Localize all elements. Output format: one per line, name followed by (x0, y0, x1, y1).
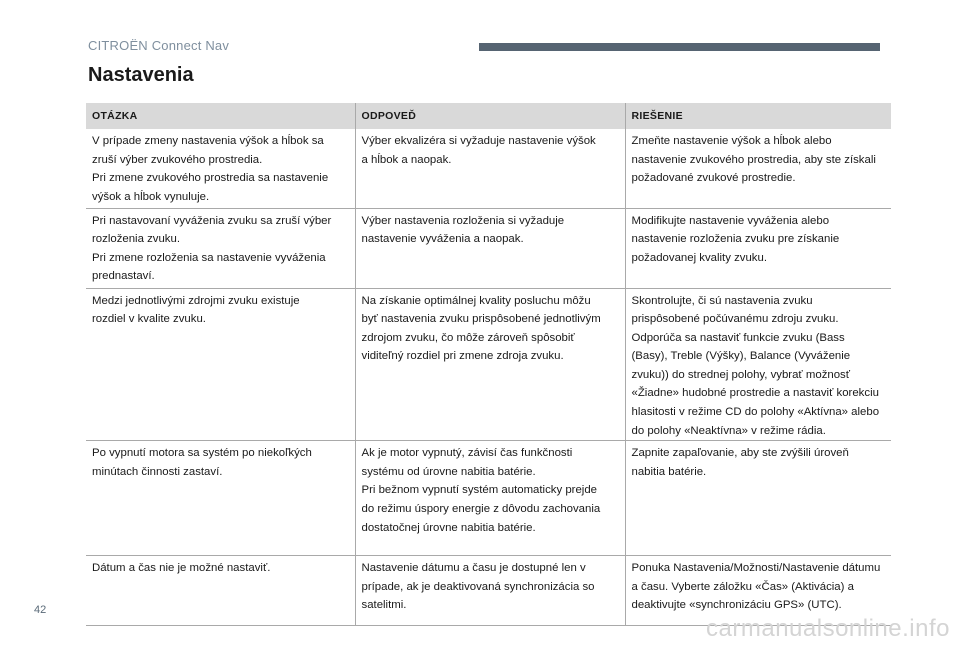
page-title: Nastavenia (88, 64, 194, 86)
answer-cell: Výber nastavenia rozloženia si vyžaduje nastavenie vyváženia a naopak. (355, 208, 625, 288)
solution-cell: Ponuka Nastavenia/Možnosti/Nastavenie dátumu a času. Vyberte záložku «Čas» (Aktivácia) a deaktivujte «synchronizáciu GPS» (UTC). (625, 556, 891, 626)
table-row (86, 288, 891, 441)
column-header-solution: RIEŠENIE (625, 103, 891, 129)
question-cell: V prípade zmeny nastavenia výšok a hĺbok sa zruší výber zvukového prostredia. Pri zmene zvukového prostredia sa nastavenie výšok a hĺbok vynuluje. (86, 129, 355, 208)
table-header-row (86, 103, 891, 129)
header-bar (479, 43, 880, 51)
answer-cell: Nastavenie dátumu a času je dostupné len v prípade, ak je deaktivovaná synchronizácia so satelitmi. (355, 556, 625, 626)
answer-cell: Ak je motor vypnutý, závisí čas funkčnosti systému od úrovne nabitia batérie. Pri bežnom vypnutí systém automaticky prejde do režimu úspory energie z dôvodu zachovania dostatočnej úrovne nabitia batérie. (355, 441, 625, 556)
table-row (86, 441, 891, 556)
watermark: carmanualsonline.info (706, 615, 950, 642)
solution-cell: Zapnite zapaľovanie, aby ste zvýšili úroveň nabitia batérie. (625, 441, 891, 556)
question-cell: Medzi jednotlivými zdrojmi zvuku existuje rozdiel v kvalite zvuku. (86, 288, 355, 441)
question-cell: Pri nastavovaní vyváženia zvuku sa zruší výber rozloženia zvuku. Pri zmene rozloženia sa nastavenie vyváženia prednastaví. (86, 208, 355, 288)
header-brand: CITROËN Connect Nav (88, 38, 230, 53)
question-cell: Dátum a čas nie je možné nastaviť. (86, 556, 355, 626)
question-cell: Po vypnutí motora sa systém po niekoľkých minútach činnosti zastaví. (86, 441, 355, 556)
faq-table (86, 103, 891, 626)
column-header-question: OTÁZKA (86, 103, 355, 129)
table-row (86, 208, 891, 288)
solution-cell: Modifikujte nastavenie vyváženia alebo nastavenie rozloženia zvuku pre získanie požadovanej kvality zvuku. (625, 208, 891, 288)
solution-cell: Skontrolujte, či sú nastavenia zvuku prispôsobené počúvanému zdroju zvuku. Odporúča sa nastaviť funkcie zvuku (Bass (Basy), Treble (Výšky), Balance (Vyváženie zvuku)) do strednej polohy, vybrať možnosť «Žiadne» hudobné prostredie a nastaviť korekciu hlasitosti v režime CD do polohy «Aktívna» alebo do polohy «Neaktívna» v režime rádia. (625, 288, 891, 441)
answer-cell: Výber ekvalizéra si vyžaduje nastavenie výšok a hĺbok a naopak. (355, 129, 625, 208)
table-row (86, 129, 891, 208)
answer-cell: Na získanie optimálnej kvality posluchu môžu byť nastavenia zvuku prispôsobené jednotlivým zdrojom zvuku, čo môže zároveň spôsobiť viditeľný rozdiel pri zmene zdroja zvuku. (355, 288, 625, 441)
column-header-answer: ODPOVEĎ (355, 103, 625, 129)
solution-cell: Zmeňte nastavenie výšok a hĺbok alebo nastavenie zvukového prostredia, aby ste získali požadované zvukové prostredie. (625, 129, 891, 208)
page-number: 42 (34, 604, 47, 616)
